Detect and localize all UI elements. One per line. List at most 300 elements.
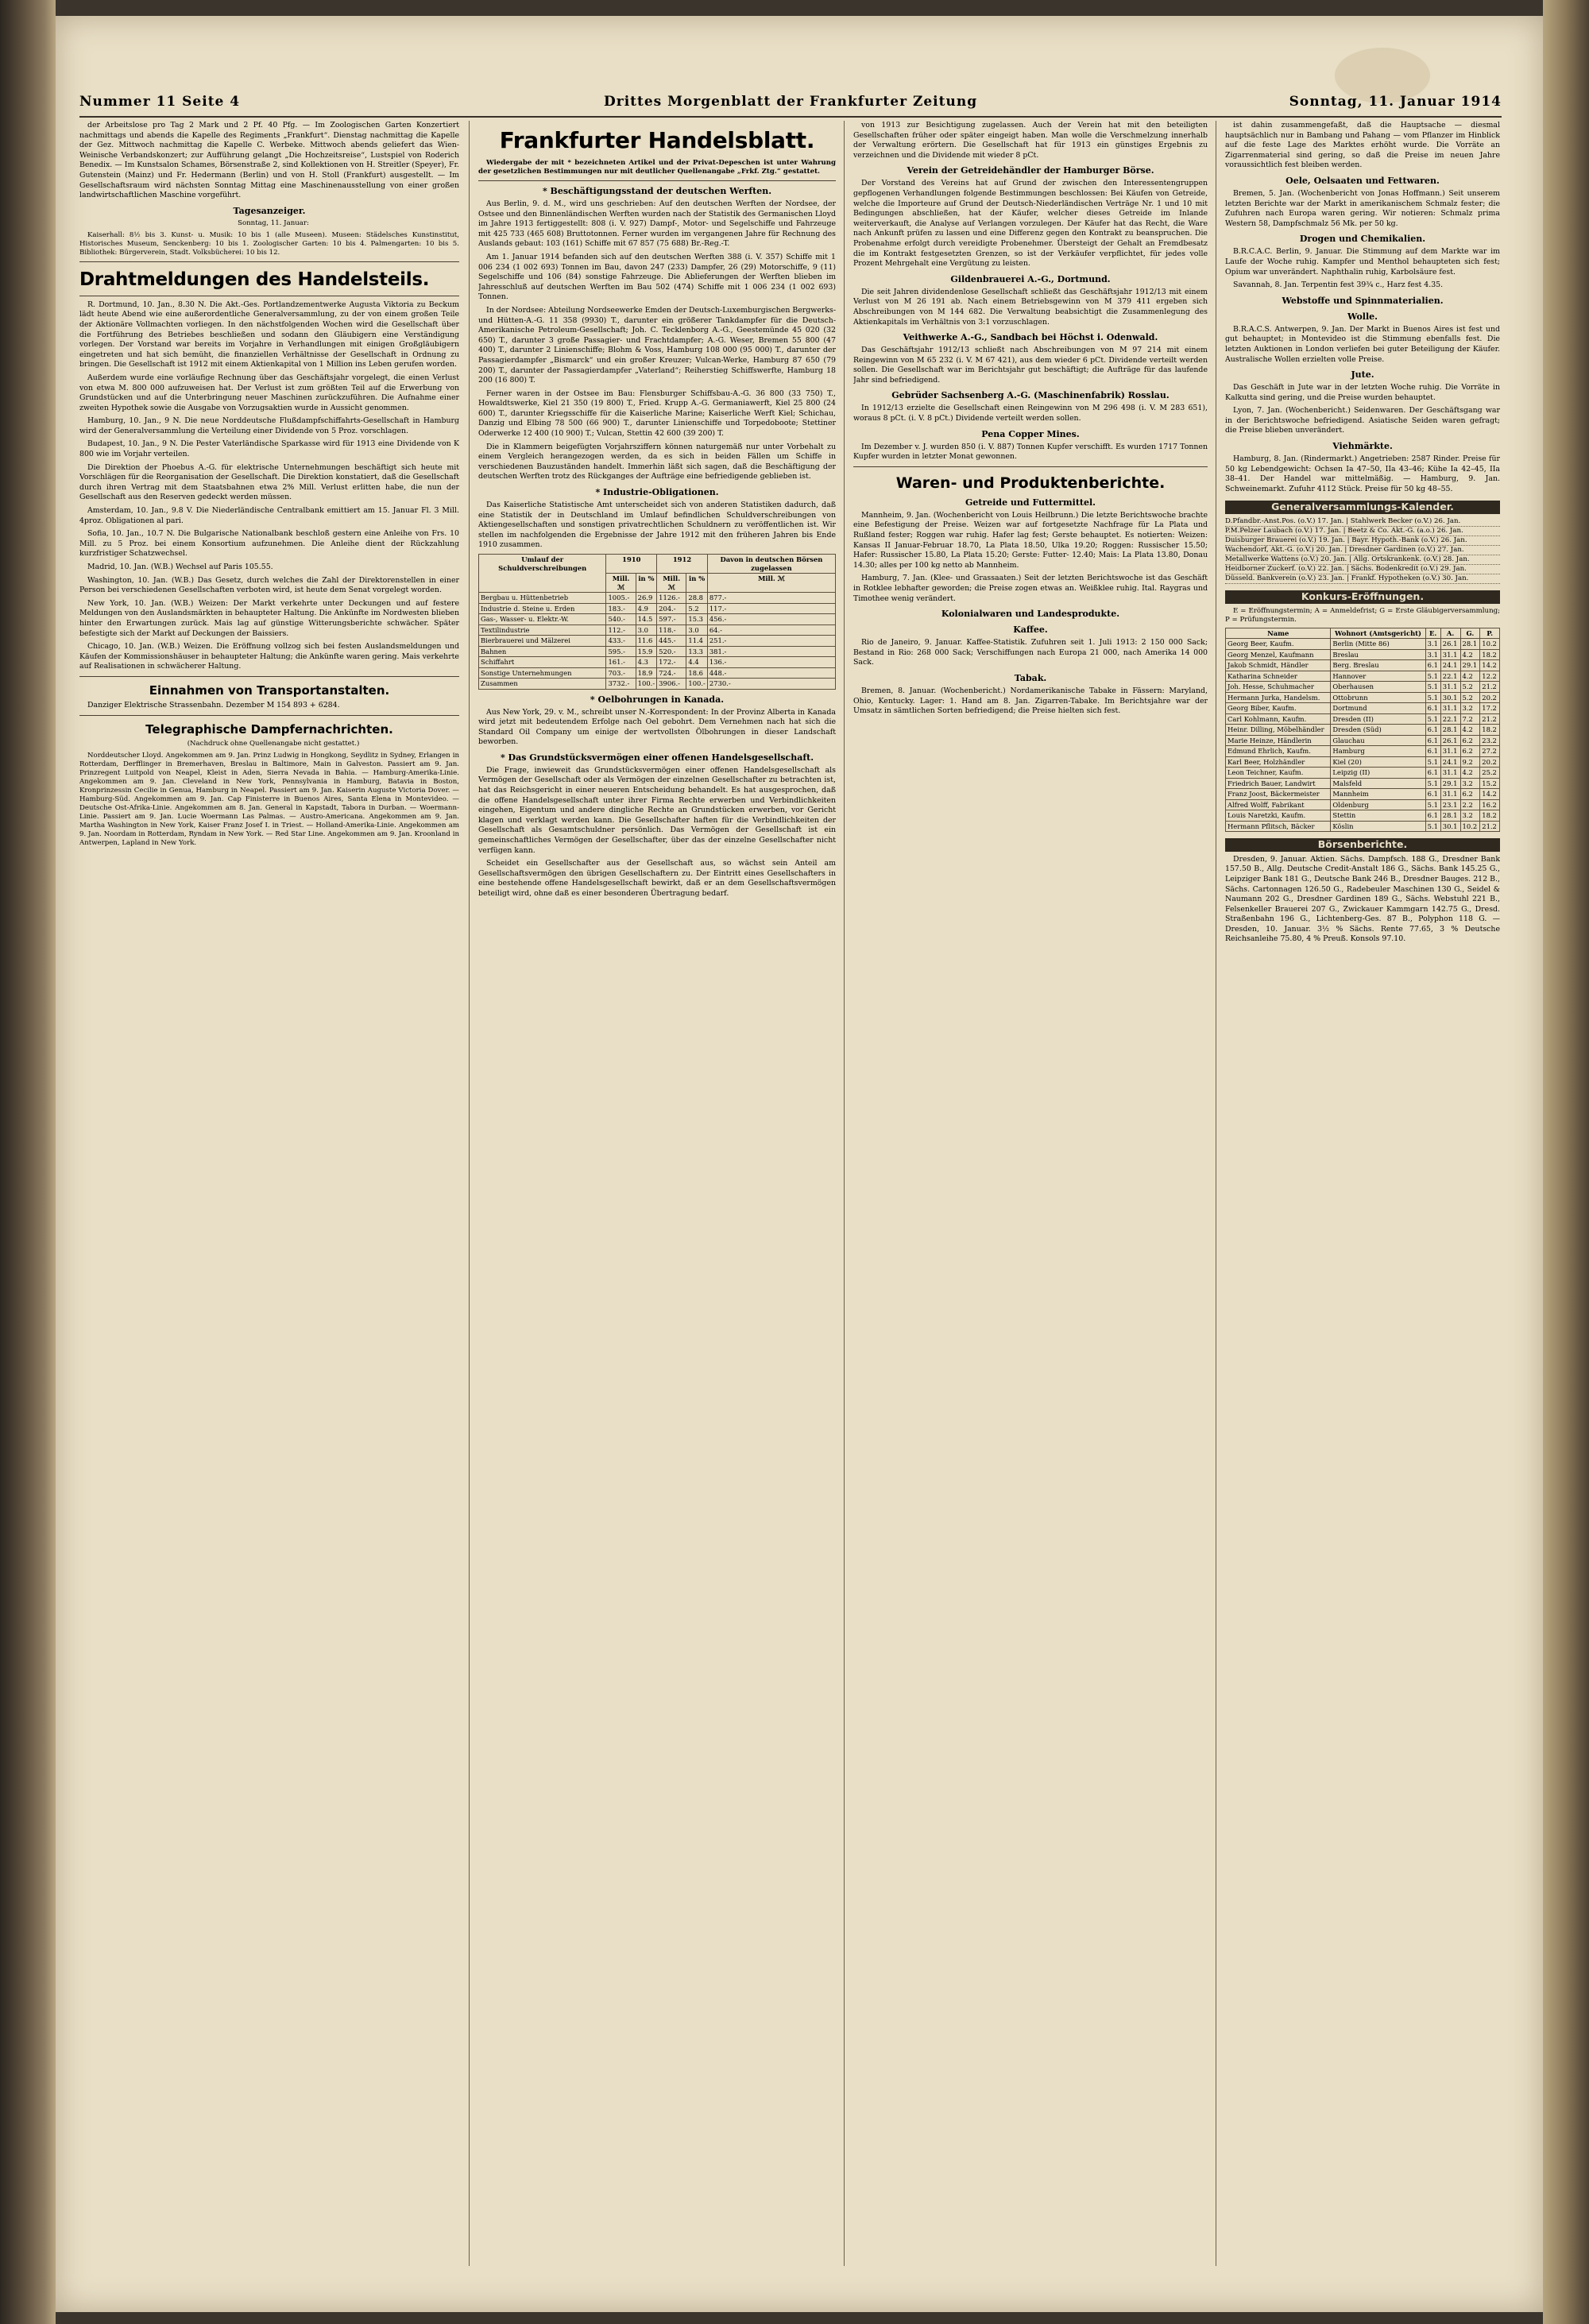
table-subheader: Mill. ℳ xyxy=(606,574,636,593)
table-cell: 14.2 xyxy=(1480,789,1500,800)
table-cell: Louis Naretzki, Kaufm. xyxy=(1226,810,1331,822)
column-1 xyxy=(79,121,459,2266)
table-cell: 183.- xyxy=(606,603,636,614)
article-text: Bremen, 8. Januar. (Wochenbericht.) Nordamerikanische Tabake in Fässern: Maryland, Ohio, Kentucky. Lager: 1. Hand am 8. Jan. Zigarren-Tabake. Im Berichtsjahre war der Umsatz in sämtlichen Sorten befriedigend; die Preise hielten sich fest. xyxy=(853,686,1208,716)
table-subheader: in % xyxy=(636,574,656,593)
table-row xyxy=(479,667,836,679)
table-cell: Kiel (20) xyxy=(1331,756,1425,768)
table-cell: Jakob Schmidt, Händler xyxy=(1226,660,1331,671)
table-cell: 5.2 xyxy=(1460,682,1480,693)
article-text: Im Dezember v. J. wurden 850 (i. V. 887) Tonnen Kupfer verschifft. Es wurden 1717 Tonnen Kupfer wurden in letzter Monat gewonnen. xyxy=(853,442,1208,462)
table-cell: 26.1 xyxy=(1440,639,1460,650)
table-cell: 15.3 xyxy=(686,614,707,625)
section-heading: Kaffee. xyxy=(1013,625,1048,636)
table-cell: Dresden (Süd) xyxy=(1331,725,1425,736)
table-cell: 30.1 xyxy=(1440,692,1460,703)
table-cell: Bahnen xyxy=(479,646,606,657)
table-row xyxy=(479,614,836,625)
table-cell: 18.9 xyxy=(636,667,656,679)
table-cell: 25.2 xyxy=(1480,768,1500,779)
table-cell: 3.1 xyxy=(1425,649,1440,660)
table-cell: 6.1 xyxy=(1425,703,1440,714)
table-cell: 23.2 xyxy=(1480,735,1500,746)
table-cell: Hamburg xyxy=(1331,746,1425,757)
article-text: Das Kaiserliche Statistische Amt unterscheidet sich von anderen Statistiken dadurch, daß eine Statistik der in Deutschland im Umlauf befindlichen Schuldverschreibungen von Aktiengesellschaften und sonstigen privatrechtlichen Schuldnern zu veröffentlichen ist. Wir stellen im nachfolgenden die Ergebnisse der Jahre 1912 mit den früheren Jahren bis Ende 1910 zusammen. xyxy=(478,501,836,550)
table-cell: Franz Joost, Bäckermeister xyxy=(1226,789,1331,800)
article-text: Amsterdam, 10. Jan., 9.8 V. Die Niederländische Centralbank emittiert am 15. Januar Fl. 3 Mill. 4proz. Obligationen al pari. xyxy=(79,506,459,525)
table-cell: 29.1 xyxy=(1440,778,1460,789)
obligation-table xyxy=(478,554,836,690)
article-text: von 1913 zur Besichtigung zugelassen. Auch der Verein hat mit den beteiligten Gesellschaften früher oder später eingeigt haben. Man wolle die Verschmelzung innerhalb der Verwaltung erörtern. Die Gesellschaft hat für 1913 ein günstiges Ergebnis zu verzeichnen und die Dividende mit wieder 8 pCt. xyxy=(853,121,1208,160)
table-cell: 7.2 xyxy=(1460,713,1480,725)
divider xyxy=(478,180,836,181)
article-text: Die in Klammern beigefügten Vorjahrsziffern können naturgemäß nur unter Vorbehalt zu einem Vergleich herangezogen werden, da es sich in beiden Fällen um Schiffe in verschiedenen Bauzuständen handelt. Immerhin läßt sich sagen, daß die Beschäftigung der deutschen Werften trotz des Rückganges der Aufträge eine befriedigende geblieben ist. xyxy=(478,442,836,481)
table-cell: Edmund Ehrlich, Kaufm. xyxy=(1226,746,1331,757)
table-cell: 172.- xyxy=(657,657,686,668)
table-cell: 520.- xyxy=(657,646,686,657)
article-text: Bremen, 5. Jan. (Wochenbericht von Jonas Hoffmann.) Seit unserem letzten Berichte war der Markt in amerikanischem Schmalz fester; die Zufuhren nach Europa waren gering. Wir notieren: Schmalz prima Western 58, Dampfschmalz 56 Mk. per 50 kg. xyxy=(1225,188,1500,228)
table-cell: 877.- xyxy=(707,593,835,604)
article-title: * Industrie-Obligationen. xyxy=(595,487,719,498)
table-cell: Karl Beer, Holzhändler xyxy=(1226,756,1331,768)
table-cell: Schiffahrt xyxy=(479,657,606,668)
table-cell: Sonstige Unternehmungen xyxy=(479,667,606,679)
article-text: Washington, 10. Jan. (W.B.) Das Gesetz, durch welches die Zahl der Direktorenstellen in einer Person bei verschiedenen Gesellschaften verboten wird, ist heute dem Senat vorgelegt worden. xyxy=(79,575,459,595)
article-text: Außerdem wurde eine vorläufige Rechnung über das Geschäftsjahr vorgelegt, die einen Verlust von etwa M. 800 000 aufzuweisen hat. Der Verlust ist zum größten Teil auf die Erwerbung von Grundstücken und auf die Unterbringung neuer Maschinen zurückzuführen. Die Aufnahme einer zweiten Hypothek sowie die Ausgabe von Vorzugsaktien wurde in Aussicht genommen. xyxy=(79,373,459,412)
table-row xyxy=(1226,660,1500,671)
table-cell: 433.- xyxy=(606,636,636,647)
section-headline: Einnahmen von Transportanstalten. xyxy=(149,683,390,698)
table-cell: 23.1 xyxy=(1440,799,1460,810)
article-title: Veithwerke A.-G., Sandbach bei Höchst i. Odenwald. xyxy=(903,332,1158,343)
article-text: der Arbeitslose pro Tag 2 Mark und 2 Pf. 40 Pfg. — Im Zoologischen Garten Konzertiert nachmittags und abends die Kapelle des Regiments „Frankfurt“. Dienstag nachmittag die Kapelle der Gez. Mittwoch nachmittag die Kapelle C. Werbeke. Mittwoch abends geliefert das Wien-Weinische Verbandskonzert; zur Aufführung gelangt „Die Hochzeitsreise“, Lustspiel von Roderich Benedix. — Im Kunstsalon Schames, Börsenstraße 2, sind Kollektionen von H. Streitler (Speyer), Fr. Gutenstein (Mainz) und Fr. Hedermann (Berlin) und von H. Stoll (Frankfurt) ausgestellt. — Im Gesellschaftsraum wird nächsten Sonntag Mittag eine Maschinenausstellung von einer großen landwirtschaftlichen Maschine vorgeführt. xyxy=(79,121,459,200)
divider xyxy=(79,715,459,716)
table-cell: 5.1 xyxy=(1425,682,1440,693)
table-cell: 5.1 xyxy=(1425,821,1440,832)
table-row xyxy=(1226,746,1500,757)
table-cell: 26.9 xyxy=(636,593,656,604)
article-text: Die Direktion der Phoebus A.-G. für elektrische Unternehmungen beschäftigt sich heute mit Vorschlägen für die Reorganisation der Gesellschaft. Die Direktion konstatiert, daß die Gesellschaft durch ihren Vertrag mit dem Staatsbahnen etwa 2% Mill. Verlust erlitten habe, die nun der Gesellschaft aus den Reserven gedeckt werden müssen. xyxy=(79,462,459,502)
table-cell: 18.2 xyxy=(1480,810,1500,822)
article-text: In 1912/13 erzielte die Gesellschaft einen Reingewinn von M 296 498 (i. V. M 283 651), woraus 8 pCt. (i. V. 8 pCt.) Dividende verteilt werden sollen. xyxy=(853,404,1208,423)
table-cell: 31.1 xyxy=(1440,682,1460,693)
table-cell: 6.2 xyxy=(1460,789,1480,800)
article-text: Der Vorstand des Vereins hat auf Grund der zwischen den Interessentengruppen gepflogenen Verhandlungen folgende Bestimmungen beschlossen: Bei Käufen von Getreide, welche die Importeure auf Grund der Deutsch-Niederländischen Verträge Nr. 1 und 10 mit Bedingungen abschließen, hat der Käufer, welcher dieses Getreide im Inlande weiterverkauft, die Analyse auf Verlangen vorzulegen. Der Käufer hat das Recht, die Ware nach Ankunft prüfen zu lassen und eine Differenz gegen den Kontrakt zu beanspruchen. Die Probenahme erfolgt durch vereidigte Probenehmer. Übersteigt der Gehalt an Fremdbesatz die im Kontrakt festgesetzten Grenzen, so ist der Verkäufer verpflichtet, für jedes volle Prozent Mehrgehalt eine Vergütung zu leisten. xyxy=(853,179,1208,269)
table-row xyxy=(1226,649,1500,660)
table-cell: 4.3 xyxy=(636,657,656,668)
table-cell: 20.2 xyxy=(1480,692,1500,703)
table-row xyxy=(1226,789,1500,800)
table-cell: 21.2 xyxy=(1480,821,1500,832)
table-cell: 118.- xyxy=(657,625,686,636)
table-row xyxy=(1226,713,1500,725)
table-cell: 540.- xyxy=(606,614,636,625)
table-row xyxy=(1226,821,1500,832)
table-cell: 10.2 xyxy=(1480,639,1500,650)
table-cell: 27.2 xyxy=(1480,746,1500,757)
section-heading: Oele, Oelsaaten und Fettwaren. xyxy=(1286,175,1440,186)
table-cell: 6.1 xyxy=(1425,768,1440,779)
table-row xyxy=(479,603,836,614)
table-row xyxy=(1226,810,1500,822)
table-header: 1912 xyxy=(657,555,708,574)
table-cell: 24.1 xyxy=(1440,660,1460,671)
table-row xyxy=(479,625,836,636)
table-cell: Alfred Wolff, Fabrikant xyxy=(1226,799,1331,810)
list-item: P.M.Pelzer Laubach (o.V.) 17. Jan. | Beetz & Co. Akt.-G. (a.o.) 26. Jan. xyxy=(1225,527,1500,536)
article-text: Die seit Jahren dividendenlose Gesellschaft schließt das Geschäftsjahr 1912/13 mit einem Verlust von M 26 191 ab. Nach einem Betriebsgewinn von M 379 411 ergeben sich Abschreibungen von M 144 682. Die Verwaltung beabsichtigt die Zusammenlegung des Aktienkapitals im Verhältnis von 3:1 vorzuschlagen. xyxy=(853,287,1208,327)
table-cell: Marie Heinze, Händlerin xyxy=(1226,735,1331,746)
masthead xyxy=(79,94,1502,113)
article-text: Rio de Janeiro, 9. Januar. Kaffee-Statistik. Zufuhren seit 1. Juli 1913: 2 150 000 Sack; Bestand in Rio: 268 000 Sack; Verschiffungen nach Europa 21 000, nach Amerika 14 000 Sack. xyxy=(853,638,1208,667)
article-text: Hamburg, 7. Jan. (Klee- und Grassaaten.) Seit der letzten Berichtswoche ist das Geschäft in Rotklee lebhafter geworden; die Preise zogen etwas an. Weißklee ruhig. Ital. Raygras und Timothee wenig verändert. xyxy=(853,574,1208,603)
table-cell: 3.2 xyxy=(1460,810,1480,822)
table-cell: 6.1 xyxy=(1425,660,1440,671)
table-cell: 4.2 xyxy=(1460,725,1480,736)
table-row xyxy=(1226,682,1500,693)
section-heading: Tagesanzeiger. xyxy=(233,205,306,216)
column-2 xyxy=(478,121,836,2266)
table-cell: Gas-, Wasser- u. Elektr.-W. xyxy=(479,614,606,625)
list-item: Heidborner Zuckerf. (o.V.) 22. Jan. | Sächs. Bodenkredit (o.V.) 29. Jan. xyxy=(1225,565,1500,574)
table-cell: Zusammen xyxy=(479,679,606,690)
masthead-rule xyxy=(79,116,1502,118)
table-row xyxy=(1226,756,1500,768)
article-text: Die Frage, inwieweit das Grundstücksvermögen einer offenen Handelsgesellschaft als Vermögen der Gesellschaft oder als Vermögen der einzelnen Gesellschafter zu betrachten ist, hat das Reichsgericht in einer neueren Entscheidung behandelt. Es hat ausgesprochen, daß die offene Handelsgesellschaft unter ihrer Firma Rechte erwerben und Verbindlichkeiten eingehen, Eigentum und andere dingliche Rechte an Grundstücken erwerben, vor Gericht klagen und verklagt werden kann. Die Gesellschafter haften für die Verbindlichkeiten der Gesellschaft als Gesamtschuldner persönlich. Das Vermögen der Gesellschaft ist ein gemeinschaftliches Vermögen der Gesellschafter, über das der einzelne Gesellschafter nicht verfügen kann. xyxy=(478,765,836,855)
article-text: B.R.C.A.C. Berlin, 9. Januar. Die Stimmung auf dem Markte war im Laufe der Woche ruhig. Kampfer und Menthol behaupteten sich fest; Opium war unverändert. Naphthalin ruhig, Karbolsäure fest. xyxy=(1225,247,1500,276)
table-cell: Stettin xyxy=(1331,810,1425,822)
table-cell: 6.1 xyxy=(1425,789,1440,800)
issue-date: Sonntag, 11. Januar 1914 xyxy=(1289,94,1502,110)
table-cell: Dortmund xyxy=(1331,703,1425,714)
table-header: P. xyxy=(1480,628,1500,639)
article-text: Hamburg, 10. Jan., 9 N. Die neue Norddeutsche Flußdampfschiffahrts-Gesellschaft in Hamburg wird der Generalversammlung die Verteilung einer Dividende von 5 Proz. vorschlagen. xyxy=(79,416,459,435)
table-cell: 3906.- xyxy=(657,679,686,690)
article-text: R. Dortmund, 10. Jan., 8.30 N. Die Akt.-Ges. Portlandzementwerke Augusta Viktoria zu Beckum lädt heute Abend wie eine außerordentliche Generalversammlung, zu der von einem großen Teile der Aktionäre Vollmachten vorliegen. In den nächstfolgenden Wochen wird die Gesellschaft über die Fortführung des Betriebes beschließen und sodann den Gläubigern eine Verständigung vorlegen. Der Vorstand war bereits im Vorjahre in Verhandlungen mit einigen Großgläubigern eingetreten und hat sich bemüht, die finanziellen Verhältnisse der Gesellschaft in Ordnung zu bringen. Die Gesellschaft ist 1912 mit einem Aktienkapital von 1 Million ins Leben gerufen worden. xyxy=(79,300,459,369)
table-cell: 28.8 xyxy=(686,593,707,604)
table-cell: Georg Menzel, Kaufmann xyxy=(1226,649,1331,660)
table-row xyxy=(479,646,836,657)
table-cell: 13.3 xyxy=(686,646,707,657)
table-cell: 703.- xyxy=(606,667,636,679)
table-cell: Berg. Breslau xyxy=(1331,660,1425,671)
table-cell: 30.1 xyxy=(1440,821,1460,832)
article-text: Norddeutscher Lloyd. Angekommen am 9. Jan. Prinz Ludwig in Hongkong, Seydlitz in Sydney, Erlangen in Rotterdam, Derfflinger in Bremerhaven, Breslau in Baltimore, Main in Galveston. Passiert am 9. Jan. Prinzregent Luitpold von Neapel, Kleist in Aden, Sierra Nevada in Bahia. — Hamburg-Amerika-Linie. Angekommen am 9. Jan. Cleveland in New York, Pennsylvania in Hamburg, Batavia in Boston, Kronprinzessin Cecilie in Genua, Hamburg in Neapel. Passiert am 9. Jan. Kaiserin Auguste Victoria Dover. — Hamburg-Süd. Angekommen am 9. Jan. Cap Finisterre in Buenos Aires, Santa Elena in Montevideo. — Deutsche Ost-Afrika-Linie. Angekommen am 8. Jan. General in Kapstadt, Tabora in Durban. — Woermann-Linie. Passiert am 9. Jan. Lucie Woermann Las Palmas. — Austro-Americana. Angekommen am 9. Jan. Martha Washington in New York, Kaiser Franz Josef I. in Triest. — Holland-Amerika-Linie. Angekommen am 9. Jan. Noordam in Rotterdam, Ryndam in New York. — Red Star Line. Angekommen am 9. Jan. Kroonland in Antwerpen, Lapland in New York. xyxy=(79,751,459,847)
table-cell: 724.- xyxy=(657,667,686,679)
table-cell: Hermann Pflitsch, Bäcker xyxy=(1226,821,1331,832)
table-cell: 26.1 xyxy=(1440,735,1460,746)
article-title: * Beschäftigungsstand der deutschen Werften. xyxy=(542,186,772,196)
table-cell: Georg Biber, Kaufm. xyxy=(1226,703,1331,714)
table-cell: 21.2 xyxy=(1480,682,1500,693)
article-text: Das Geschäft in Jute war in der letzten Woche ruhig. Die Vorräte in Kalkutta sind gering, und die Preise wurden behauptet. xyxy=(1225,383,1500,402)
table-header: A. xyxy=(1440,628,1460,639)
table-cell: 15.9 xyxy=(636,646,656,657)
table-row xyxy=(479,657,836,668)
article-text: In der Nordsee: Abteilung Nordseewerke Emden der Deutsch-Luxemburgischen Bergwerks- und Hütten-A.-G. 11 358 (9930) T., darunter ein größerer Tankdampfer für die Deutsch-Amerikanische Petroleum-Gesellschaft; Joh. C. Tecklenborg A.-G., Geestemünde 45 020 (32 650) T., darunter 3 große Passagier- und Frachtdampfer; A.-G. Weser, Bremen 55 800 (47 400) T., darunter 2 Linienschiffe; Blohm & Voss, Hamburg 108 000 (95 000) T., darunter der Passagierdampfer „Bismarck“ und ein großer Kreuzer; Vulcan-Werke, Hamburg 87 650 (79 200) T., darunter der Passagierdampfer „Vaterland“; Reiherstieg Schiffswerfte, Hamburg 18 200 (16 800) T. xyxy=(478,305,836,385)
table-cell: 6.1 xyxy=(1425,725,1440,736)
article-text: Lyon, 7. Jan. (Wochenbericht.) Seidenwaren. Der Geschäftsgang war in der Berichtswoche befriedigend. Asiatische Seiden waren gefragt; die Preise blieben unverändert. xyxy=(1225,406,1500,435)
table-cell: 14.5 xyxy=(636,614,656,625)
table-cell: 3732.- xyxy=(606,679,636,690)
article-text: ist dahin zusammengefaßt, daß die Hauptsache — diesmal hauptsächlich nur in Bambang und Pahang — vom Pflanzer im Hinblick auf die feste Lage des Marktes erhöht wurde. Die Vorräte an Zigarrenmaterial sind gering, so daß die Preise im neuen Jahre voraussichtlich fest bleiben werden. xyxy=(1225,121,1500,170)
article-text: Das Geschäftsjahr 1912/13 schließt nach Abschreibungen von M 97 214 mit einem Reingewinn von M 65 232 (i. V. M 67 421), aus dem wieder 6 pCt. Dividende verteilt werden sollen. Die Gesellschaft war im Berichtsjahr gut beschäftigt; die Aufträge für das laufende Jahr sind befriedigend. xyxy=(853,346,1208,385)
article-title: * Oelbohrungen in Kanada. xyxy=(590,694,725,705)
table-cell: 15.2 xyxy=(1480,778,1500,789)
table-cell: 3.0 xyxy=(686,625,707,636)
table-header-row xyxy=(1226,628,1500,639)
table-cell: 5.1 xyxy=(1425,713,1440,725)
list-item: D.Pfandbr.-Anst.Pos. (o.V.) 17. Jan. | Stahlwerk Becker (o.V.) 26. Jan. xyxy=(1225,517,1500,527)
table-cell: Bergbau u. Hüttenbetrieb xyxy=(479,593,606,604)
table-cell: 31.1 xyxy=(1440,703,1460,714)
table-cell: 5.1 xyxy=(1425,778,1440,789)
table-cell: 6.2 xyxy=(1460,746,1480,757)
article-title: Gebrüder Sachsenberg A.-G. (Maschinenfabrik) Rosslau. xyxy=(891,390,1170,401)
article-text: Budapest, 10. Jan., 9 N. Die Pester Vaterländische Sparkasse wird für 1913 eine Dividende von K 800 wie im Vorjahr verteilen. xyxy=(79,439,459,459)
divider xyxy=(79,261,459,262)
table-cell: 597.- xyxy=(657,614,686,625)
table-cell: 2730.- xyxy=(707,679,835,690)
table-cell: 4.2 xyxy=(1460,671,1480,682)
table-row xyxy=(1226,768,1500,779)
article-title: Pena Copper Mines. xyxy=(981,428,1080,439)
table-cell: 9.2 xyxy=(1460,756,1480,768)
table-row xyxy=(479,593,836,604)
article-text: Ferner waren in der Ostsee im Bau: Flensburger Schiffsbau-A.-G. 36 800 (33 750) T., Howaldtswerke, Kiel 21 350 (19 800) T., Fried. Krupp A.-G. Germaniawerft, Kiel 25 800 (24 600) T., darunter Kriegsschiffe für die Kaiserliche Marine; Kaiserliche Werft Kiel; Schichau, Danzig und Elbing 78 500 (66 900) T., darunter Linienschiffe und Torpedoboote; Stettiner Oderwerke 12 400 (10 900) T.; Vulcan, Stettin 42 600 (39 200) T. xyxy=(478,389,836,439)
section-heading: Getreide und Futtermittel. xyxy=(965,497,1096,508)
table-cell: 448.- xyxy=(707,667,835,679)
table-subheader: in % xyxy=(686,574,707,593)
section-headline: Telegraphische Dampfernachrichten. xyxy=(145,721,393,737)
article-text: Chicago, 10. Jan. (W.B.) Weizen. Die Eröffnung vollzog sich bei festen Auslandsmeldungen und Käufen der Kommissionshäuser in behaupteter Haltung; die Ankünfte waren gering. Mais verkehrte auf Realisationen in schwächerer Haltung. xyxy=(79,642,459,671)
book-spine xyxy=(0,0,56,2324)
table-row xyxy=(1226,639,1500,650)
section-headline: Waren- und Produktenberichte. xyxy=(895,474,1166,492)
table-cell: 11.6 xyxy=(636,636,656,647)
table-row xyxy=(1226,725,1500,736)
konkurs-legend: E = Eröffnungstermin; A = Anmeldefrist; G = Erste Gläubigerversammlung; P = Prüfungstermin. xyxy=(1225,606,1500,624)
table-cell: 64.- xyxy=(707,625,835,636)
section-headline: Drahtmeldungen des Handelsteils. xyxy=(79,269,430,290)
table-body xyxy=(479,593,836,690)
article-note: Wiedergabe der mit * bezeichneten Artikel und der Privat-Depeschen ist unter Wahrung der gesetzlichen Bestimmungen nur mit deutlicher Quellenangabe „Frkf. Ztg.“ gestattet. xyxy=(478,159,836,176)
article-text: Dresden, 9. Januar. Aktien. Sächs. Dampfsch. 188 G., Dresdner Bank 157.50 B., Allg. Deutsche Credit-Anstalt 186 G., Sächs. Bank 145.25 G., Leipziger Bank 181 G., Deutsche Bank 246 B., Dresdner Bauges. 212 B., Sächs. Cartonnagen 126.50 G., Radebeuler Maschinen 130 G., Seidel & Naumann 202 G., Dresdner Gardinen 189 G., Sächs. Webstuhl 221 B., Felsenkeller Brauerei 207 G., Zwickauer Kammgarn 142.75 G., Dresd. Straßenbahn 196 G., Lichtenberg-Ges. 87 B., Polyphon 118 G. — Dresden, 10. Januar. 3½ % Sächs. Rente 77.65, 3 % Deutsche Reichsanleihe 75.80, 4 % Preuß. Konsols 97.10. xyxy=(1225,854,1500,944)
table-cell: Leon Teichner, Kaufm. xyxy=(1226,768,1331,779)
table-cell: Bierbrauerei und Mälzerei xyxy=(479,636,606,647)
page-edge xyxy=(1543,0,1589,2324)
table-cell: Textilindustrie xyxy=(479,625,606,636)
column-4 xyxy=(1225,121,1500,2266)
list-item: Metallwerke Wattens (o.V.) 20. Jan. | Allg. Ortskrankenk. (o.V.) 28. Jan. xyxy=(1225,555,1500,565)
table-cell: Joh. Hesse, Schuhmacher xyxy=(1226,682,1331,693)
table-cell: 5.1 xyxy=(1425,671,1440,682)
table-cell: 29.1 xyxy=(1460,660,1480,671)
table-cell: Katharina Schneider xyxy=(1226,671,1331,682)
table-cell: 18.2 xyxy=(1480,725,1500,736)
table-cell: 14.2 xyxy=(1480,660,1500,671)
article-text: B.R.A.C.S. Antwerpen, 9. Jan. Der Markt in Buenos Aires ist fest und gut behauptet; in Montevideo ist die Stimmung ebenfalls fest. Die letzten Auktionen in London verliefen bei guter Beteiligung der Käufer. Australische Wollen erzielten volle Preise. xyxy=(1225,324,1500,364)
table-cell: 20.2 xyxy=(1480,756,1500,768)
table-cell: Köslin xyxy=(1331,821,1425,832)
section-banner: Generalversammlungs-Kalender. xyxy=(1225,501,1500,514)
table-cell: 1005.- xyxy=(606,593,636,604)
table-cell: Leipzig (II) xyxy=(1331,768,1425,779)
section-banner: Konkurs-Eröffnungen. xyxy=(1225,590,1500,604)
table-cell: Heinr. Dilling, Möbelhändler xyxy=(1226,725,1331,736)
table-cell: 28.1 xyxy=(1440,810,1460,822)
table-cell: 2.2 xyxy=(1460,799,1480,810)
article-text: Scheidet ein Gesellschafter aus der Gesellschaft aus, so wächst sein Anteil am Gesellschaftsvermögen den übrigen Gesellschaftern zu. Der Eintritt eines Gesellschafters in eine bestehende offene Handelsgesellschaft bewirkt, daß er an dem Gesellschaftsvermögen beteiligt wird, ohne daß es einer besonderen Übertragung bedarf. xyxy=(478,859,836,898)
section-heading: Kolonialwaren und Landesprodukte. xyxy=(941,609,1120,620)
table-cell: Glauchau xyxy=(1331,735,1425,746)
table-cell: 6.1 xyxy=(1425,735,1440,746)
table-cell: 10.2 xyxy=(1460,821,1480,832)
table-cell: 18.6 xyxy=(686,667,707,679)
table-cell: 4.9 xyxy=(636,603,656,614)
table-cell: 5.1 xyxy=(1425,799,1440,810)
table-cell: Ottobrunn xyxy=(1331,692,1425,703)
table-cell: 100.- xyxy=(686,679,707,690)
table-cell: Friedrich Bauer, Landwirt xyxy=(1226,778,1331,789)
table-cell: 136.- xyxy=(707,657,835,668)
section-heading: Jute. xyxy=(1351,369,1374,381)
table-row xyxy=(1226,778,1500,789)
table-cell: 595.- xyxy=(606,646,636,657)
table-cell: 204.- xyxy=(657,603,686,614)
table-cell: Hannover xyxy=(1331,671,1425,682)
table-header: Wohnort (Amtsgericht) xyxy=(1331,628,1425,639)
divider xyxy=(79,676,459,677)
table-header: Davon in deutschen Börsen zugelassen xyxy=(707,555,835,574)
table-cell: 100.- xyxy=(636,679,656,690)
table-cell: 3.0 xyxy=(636,625,656,636)
table-head xyxy=(1226,628,1500,639)
table-caption: Umlauf der Schuldverschreibungen xyxy=(479,555,606,593)
table-cell: 5.2 xyxy=(1460,692,1480,703)
table-cell: Breslau xyxy=(1331,649,1425,660)
table-cell: 18.2 xyxy=(1480,649,1500,660)
table-header: E. xyxy=(1425,628,1440,639)
table-body xyxy=(1226,639,1500,832)
table-cell: 31.1 xyxy=(1440,649,1460,660)
table-cell: 28.1 xyxy=(1440,725,1460,736)
table-cell: 3.1 xyxy=(1425,639,1440,650)
table-cell: 5.1 xyxy=(1425,756,1440,768)
list-item: Wachendorf, Akt.-G. (o.V.) 20. Jan. | Dresdner Gardinen (o.V.) 27. Jan. xyxy=(1225,546,1500,555)
table-cell: 4.2 xyxy=(1460,649,1480,660)
table-row xyxy=(1226,735,1500,746)
article-text: Sonntag, 11. Januar: xyxy=(238,218,309,227)
table-row xyxy=(479,679,836,690)
issue-page: Nummer 11 Seite 4 xyxy=(79,94,241,110)
article-title: Verein der Getreidehändler der Hamburger Börse. xyxy=(907,165,1154,176)
table-cell: Carl Kohlmann, Kaufm. xyxy=(1226,713,1331,725)
gv-calendar-list xyxy=(1225,517,1500,584)
section-heading: Tabak. xyxy=(1014,672,1047,683)
table-row xyxy=(479,636,836,647)
konkurs-table xyxy=(1225,628,1500,833)
divider xyxy=(853,466,1208,467)
section-heading: Wolle. xyxy=(1347,311,1378,322)
table-cell: 17.2 xyxy=(1480,703,1500,714)
article-title: Gildenbrauerei A.-G., Dortmund. xyxy=(950,273,1111,284)
table-cell: 22.1 xyxy=(1440,671,1460,682)
list-item: Düsseld. Bankverein (o.V.) 23. Jan. | Frankf. Hypotheken (o.V.) 30. Jan. xyxy=(1225,574,1500,584)
table-row xyxy=(1226,703,1500,714)
table-cell: 3.2 xyxy=(1460,703,1480,714)
table-cell: 21.2 xyxy=(1480,713,1500,725)
table-cell: 31.1 xyxy=(1440,789,1460,800)
table-cell: 4.4 xyxy=(686,657,707,668)
article-text: Danziger Elektrische Strassenbahn. Dezember M 154 893 + 6284. xyxy=(87,700,340,710)
article-note: (Nachdruck ohne Quellenangabe nicht gestattet.) xyxy=(187,739,360,748)
table-cell: Mannheim xyxy=(1331,789,1425,800)
table-cell: 117.- xyxy=(707,603,835,614)
table-cell: 24.1 xyxy=(1440,756,1460,768)
table-cell: Oberhausen xyxy=(1331,682,1425,693)
column-rule xyxy=(844,121,845,2266)
table-cell: 112.- xyxy=(606,625,636,636)
table-header: Name xyxy=(1226,628,1331,639)
table-cell: 4.2 xyxy=(1460,768,1480,779)
table-cell: Hermann Jurka, Handelsm. xyxy=(1226,692,1331,703)
table-cell: 22.1 xyxy=(1440,713,1460,725)
table-row xyxy=(1226,692,1500,703)
article-text: Madrid, 10. Jan. (W.B.) Wechsel auf Paris 105.55. xyxy=(87,563,273,571)
table-cell: 251.- xyxy=(707,636,835,647)
article-text: Savannah, 8. Jan. Terpentin fest 39¾ c., Harz fest 4.35. xyxy=(1233,280,1444,290)
table-cell: 11.4 xyxy=(686,636,707,647)
article-text: Hamburg, 8. Jan. (Rindermarkt.) Angetrieben: 2587 Rinder. Preise für 50 kg Lebendgewicht: Ochsen Ia 47–50, IIa 43–46; Kühe Ia 42–45, IIa 38–41. Der Handel war mittelmäßig. — Hamburg, 9. Jan. Schweinemarkt. Zufuhr 4112 Stück. Preise für 50 kg 48–55. xyxy=(1225,454,1500,493)
table-cell: Industrie d. Steine u. Erden xyxy=(479,603,606,614)
section-headline: Frankfurter Handelsblatt. xyxy=(499,127,815,153)
table-row xyxy=(1226,671,1500,682)
column-rule xyxy=(469,121,470,2266)
section-banner: Börsenberichte. xyxy=(1225,838,1500,852)
section-heading: Webstoffe und Spinnmaterialien. xyxy=(1282,295,1444,306)
edition-title: Drittes Morgenblatt der Frankfurter Zeitung xyxy=(604,94,978,110)
table-cell: 1126.- xyxy=(657,593,686,604)
table-cell: 381.- xyxy=(707,646,835,657)
table-cell: 5.1 xyxy=(1425,692,1440,703)
table-cell: 445.- xyxy=(657,636,686,647)
table-cell: 456.- xyxy=(707,614,835,625)
table-cell: Malsfeld xyxy=(1331,778,1425,789)
article-text: Am 1. Januar 1914 befanden sich auf den deutschen Werften 388 (i. V. 357) Schiffe mit 1 006 234 (1 002 693) Tonnen im Bau, davon 247 (233) Dampfer, 26 (29) Motorschiffe, 9 (11) Segelschiffe und 106 (84) sonstige Fahrzeuge. Die Ablieferungen der Werften blieben im Jahresschluß auf deutschen Werften im Bau 502 (474) Schiffe mit 1 006 234 (1 002 693) Tonnen. xyxy=(478,252,836,302)
section-heading: Drogen und Chemikalien. xyxy=(1299,234,1426,245)
table-cell: Dresden (II) xyxy=(1331,713,1425,725)
table-cell: Georg Beer, Kaufm. xyxy=(1226,639,1331,650)
table-cell: 16.2 xyxy=(1480,799,1500,810)
table-row xyxy=(1226,799,1500,810)
article-text: Sofia, 10. Jan., 10.7 N. Die Bulgarische Nationalbank beschloß gestern eine Anleihe von Frs. 10 Mill. zu 5 Proz. bei einem Konsortium aufzunehmen. Die Anleihe dient der Rückzahlung kurzfristiger Schatzwechsel. xyxy=(79,529,459,559)
list-item: Duisburger Brauerei (o.V.) 19. Jan. | Bayr. Hypoth.-Bank (o.V.) 26. Jan. xyxy=(1225,536,1500,546)
table-subheader: Mill. ℳ xyxy=(657,574,686,593)
table-cell: 6.2 xyxy=(1460,735,1480,746)
article-text: Aus Berlin, 9. d. M., wird uns geschrieben: Auf den deutschen Werften der Nordsee, der Ostsee und den Binnenländischen Werften wurden nach der Statistik des Germanischen Lloyd im Jahre 1913 fertiggestellt: 808 (i. V. 927) Dampf-, Motor- und Segelschiffe und Fahrzeuge mit 425 733 (465 608) Bruttotonnen. Ferner wurden im vergangenen Jahre für Rechnung des Auslands gebaut: 103 (161) Schiffe mit 67 857 (75 688) Br.-Reg.-T. xyxy=(478,199,836,249)
table-cell: 28.1 xyxy=(1460,639,1480,650)
article-text: Aus New York, 29. v. M., schreibt unser N.-Korrespondent: In der Provinz Alberta in Kanada wird jetzt mit bedeutendem Erfolge nach Oel gebohrt. Dem Vernehmen nach hat sich die Standard Oil Company um einige der wertvollsten Ölbohrungen in dieser Landschaft beworben. xyxy=(478,707,836,747)
table-cell: 31.1 xyxy=(1440,746,1460,757)
column-3 xyxy=(853,121,1208,2266)
table-cell: 5.2 xyxy=(686,603,707,614)
table-cell: 6.1 xyxy=(1425,746,1440,757)
article-text: Mannheim, 9. Jan. (Wochenbericht von Louis Heilbrunn.) Die letzte Berichtswoche brachte eine Befestigung der Preise. Weizen war auf fortgesetzte Nachfrage für La Plata und Rußland fester; Roggen war ruhig. Hafer lag fest; Gerste behauptet. Es notierten: Weizen: Kansas II Januar-Februar 18.70, La Plata 18.50, Ulka 19.20; Roggen: Russischer 15.50; Hafer: Russischer 15.80, La Plata 15.20; Gerste: Futter- 12.40; Mais: La Plata 13.80, Donau 14.30; alles per 100 kg netto ab Mannheim. xyxy=(853,510,1208,570)
table-cell: Berlin (Mitte 86) xyxy=(1331,639,1425,650)
table-cell: 3.2 xyxy=(1460,778,1480,789)
article-title: * Das Grundstücksvermögen einer offenen Handelsgesellschaft. xyxy=(500,752,814,763)
